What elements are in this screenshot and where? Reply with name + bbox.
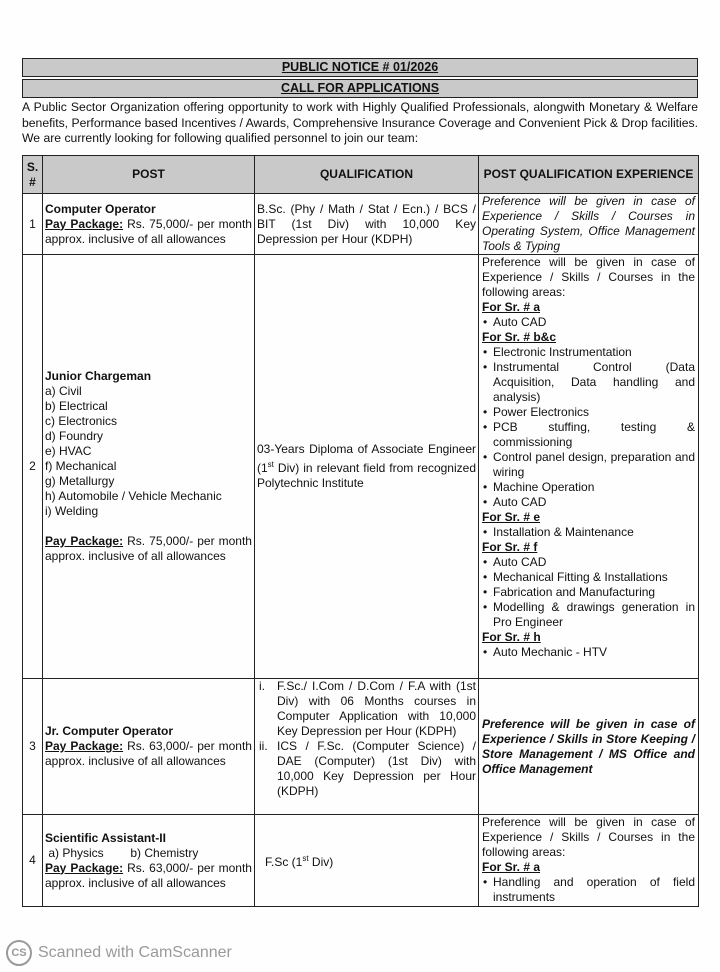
list-item: • Auto CAD [482,315,695,330]
post-cell [43,815,255,907]
qualification-text: Div) [308,855,334,869]
pay-text: Rs. 75,000/- per month approx. inclusive of all allowances [45,216,252,246]
positions-table [22,155,699,907]
list-item: • Instrumental Control (Data Acquisition, Data handling and analysis) [482,360,695,405]
qualification-text: Div) in relevant field from recognized Polytechnic Institute [257,461,476,490]
pay-text: Rs. 63,000/- per month approx. inclusive of all allowances [45,860,252,890]
qualification-item [259,739,476,799]
row-number: 3 [23,679,43,815]
qualification-cell [255,255,479,679]
header-sno: S. # [23,156,43,194]
watermark-text: Scanned with CamScanner [38,944,232,961]
experience-cell [479,255,699,679]
camscanner-logo-icon: CS [6,940,32,966]
table-row [23,815,699,907]
notice-title: PUBLIC NOTICE # 01/2026 [22,58,698,77]
list-item: • Electronic Instrumentation [482,345,695,360]
pay-text: Rs. 63,000/- per month approx. inclusive of all allowances [45,739,252,768]
item-number: ii. [259,739,268,753]
list-item: • Handling and operation of field instruments [482,875,695,905]
item-text: ICS / F.Sc. (Computer Science) / DAE (Computer) (1st Div) with 10,000 Key Depression per Hour (KDPH) [277,739,476,798]
header-post: POST [43,156,255,194]
post-title: Junior Chargeman [45,369,152,383]
pay-label: Pay Package: [45,216,124,231]
row-number: 2 [23,255,43,679]
pay-label: Pay Package: [45,534,124,548]
group-label: For Sr. # a [482,860,541,874]
item-number: i. [259,679,265,693]
list-item: • Power Electronics [482,405,695,420]
post-title: Scientific Assistant-II [45,830,166,845]
list-item: • Machine Operation [482,480,695,495]
experience-cell: Preference will be given in case of Experience / Skills / Courses in Operating System, Office Management Tools & Typing [479,194,699,255]
list-item: • Control panel design, preparation and wiring [482,450,695,480]
notice-subtitle: CALL FOR APPLICATIONS [22,79,698,98]
trade-item: f) Mechanical [45,459,117,473]
row-number: 1 [23,194,43,255]
trade-item: d) Foundry [45,429,104,443]
pay-label: Pay Package: [45,739,124,753]
post-cell [43,194,255,255]
list-item: • Auto CAD [482,495,695,510]
qualification-text: 03-Years Diploma of Associate Engineer (1 [257,442,476,475]
group-label: For Sr. # h [482,630,541,644]
post-cell [43,679,255,815]
item-text: F.Sc./ I.Com / D.Com / F.A with (1st Div) with 06 Months courses in Computer Application with 10,000 Key Depression per Hour (KDPH) [277,679,476,738]
qualification-item [259,679,476,739]
list-item: • Fabrication and Manufacturing [482,585,695,600]
intro-paragraph: A Public Sector Organization offering opportunity to work with Highly Qualified Professionals, alongwith Monetary & Welfare benefits, Performance based Incentives / Awards, Comprehensive Insurance Coverage and Convenient Pick & Drop facilities. We are currently looking for following qualified personnel to join our team: [22,100,698,145]
table-header-row [23,156,699,194]
qualification-cell [255,679,479,815]
qualification-cell [255,815,479,907]
trade-item: c) Electronics [45,414,118,428]
experience-intro: Preference will be given in case of Experience / Skills / Courses in the following areas: [482,255,695,299]
list-item: • Modelling & drawings generation in Pro Engineer [482,600,695,630]
post-title: Computer Operator [45,201,156,216]
row-number: 4 [23,815,43,907]
list-item: • PCB stuffing, testing & commissioning [482,420,695,450]
table-row [23,194,699,255]
list-item: • Mechanical Fitting & Installations [482,570,695,585]
list-item: • Auto Mechanic - HTV [482,645,695,660]
superscript: st [302,854,309,863]
post-title: Jr. Computer Operator [45,724,174,738]
list-item: • Installation & Maintenance [482,525,695,540]
experience-cell: Preference will be given in case of Experience / Skills in Store Keeping / Store Management / MS Office and Office Management [479,679,699,815]
trade-item: e) HVAC [45,444,92,458]
experience-cell [479,815,699,907]
trade-item: h) Automobile / Vehicle Mechanic [45,489,222,503]
qualification-text: F.Sc (1 [265,855,303,869]
header-experience: POST QUALIFICATION EXPERIENCE [479,156,699,194]
trade-item: a) Civil [45,384,82,398]
table-row [23,679,699,815]
trade-line: a) Physics b) Chemistry [45,845,199,860]
pay-text: Rs. 75,000/- per month approx. inclusive of all allowances [45,534,252,563]
trade-item: i) Welding [45,504,99,518]
header-qualification: QUALIFICATION [255,156,479,194]
trade-item: g) Metallurgy [45,474,115,488]
group-label: For Sr. # e [482,510,541,524]
pay-label: Pay Package: [45,860,124,875]
trade-item: b) Electrical [45,399,108,413]
group-label: For Sr. # f [482,540,538,554]
list-item: • Auto CAD [482,555,695,570]
group-label: For Sr. # b&c [482,330,557,344]
superscript: st [267,460,274,469]
qualification-cell: B.Sc. (Phy / Math / Stat / Ecn.) / BCS / BIT (1st Div) with 10,000 Key Depression per Hour (KDPH) [255,194,479,255]
experience-intro: Preference will be given in case of Experience / Skills / Courses in the following areas: [482,815,695,859]
group-label: For Sr. # a [482,300,541,314]
table-row [23,255,699,679]
scanner-watermark [6,940,232,966]
post-cell [43,255,255,679]
